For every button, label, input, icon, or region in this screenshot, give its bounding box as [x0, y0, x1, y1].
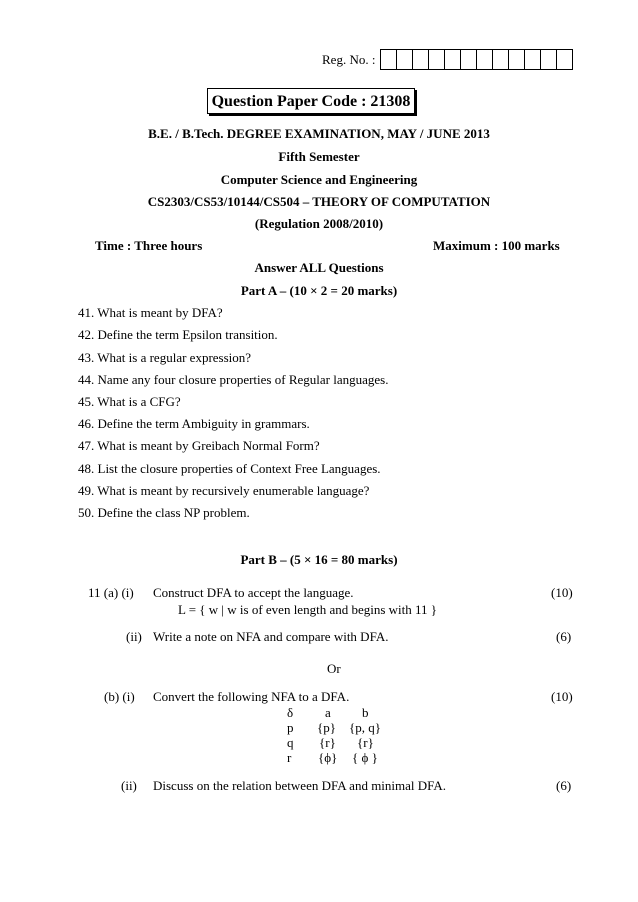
- table-header-delta: δ: [287, 705, 294, 720]
- reg-no-digit-box: [524, 49, 541, 70]
- table-row-p-b: {p, q}: [349, 720, 381, 735]
- reg-no-digit-box: [508, 49, 525, 70]
- table-row-q-a: {r}: [319, 735, 336, 750]
- table-row-r-state: r: [287, 750, 292, 765]
- table-header-b: b: [362, 705, 369, 720]
- or-separator: Or: [327, 661, 341, 676]
- table-row-r-a: {ϕ}: [318, 750, 338, 765]
- semester: Fifth Semester: [278, 149, 360, 164]
- question-43: 43. What is a regular expression?: [78, 350, 252, 365]
- question-44: 44. Name any four closure properties of Regular languages.: [78, 372, 389, 387]
- q11b-i-text: Convert the following NFA to a DFA.: [153, 689, 350, 704]
- reg-no-digit-box: [444, 49, 461, 70]
- q11a-ii-marks: (6): [556, 629, 572, 644]
- maximum-marks: Maximum : 100 marks: [433, 238, 560, 253]
- question-paper-code: Question Paper Code : 21308: [207, 88, 415, 114]
- table-header-a: a: [325, 705, 331, 720]
- reg-no-digit-box: [540, 49, 557, 70]
- reg-no-digit-box: [556, 49, 573, 70]
- question-48: 48. List the closure properties of Context Free Languages.: [78, 461, 381, 476]
- reg-no-digit-box: [476, 49, 493, 70]
- q11b-i-label: (b) (i): [104, 689, 135, 704]
- time-allowed: Time : Three hours: [95, 238, 203, 253]
- reg-no-digit-box: [380, 49, 397, 70]
- regulation: (Regulation 2008/2010): [254, 216, 384, 231]
- q11a-ii-label: (ii): [126, 629, 142, 644]
- q11b-ii-label: (ii): [121, 778, 137, 793]
- part-b-title: Part B – (5 × 16 = 80 marks): [240, 552, 398, 567]
- table-row-p-a: {p}: [317, 720, 336, 735]
- q11b-ii-text: Discuss on the relation between DFA and minimal DFA.: [153, 778, 447, 793]
- reg-no-digit-box: [428, 49, 445, 70]
- table-row-q-b: {r}: [357, 735, 374, 750]
- course-title: CS2303/CS53/10144/CS504 – THEORY OF COMPUTATION: [147, 194, 491, 209]
- reg-no-digit-box: [396, 49, 413, 70]
- question-42: 42. Define the term Epsilon transition.: [78, 327, 278, 342]
- q11a-i-marks: (10): [551, 585, 573, 600]
- exam-title: B.E. / B.Tech. DEGREE EXAMINATION, MAY / JUNE 2013: [148, 126, 490, 141]
- q11a-i-text: Construct DFA to accept the language.: [153, 585, 354, 600]
- q11a-ii-text: Write a note on NFA and compare with DFA.: [153, 629, 389, 644]
- question-50: 50. Define the class NP problem.: [78, 505, 250, 520]
- q11b-i-marks: (10): [551, 689, 573, 704]
- reg-no-label: Reg. No. :: [322, 52, 376, 67]
- reg-no-digit-box: [460, 49, 477, 70]
- part-a-title: Part A – (10 × 2 = 20 marks): [240, 283, 398, 298]
- table-row-r-b: { ϕ }: [352, 750, 378, 765]
- table-row-p-state: p: [287, 720, 294, 735]
- question-46: 46. Define the term Ambiguity in grammars.: [78, 416, 310, 431]
- reg-no-digit-box: [412, 49, 429, 70]
- question-49: 49. What is meant by recursively enumerable language?: [78, 483, 370, 498]
- reg-no-boxes: [381, 49, 573, 70]
- department: Computer Science and Engineering: [220, 172, 418, 187]
- question-47: 47. What is meant by Greibach Normal Form?: [78, 438, 320, 453]
- reg-no-digit-box: [492, 49, 509, 70]
- instruction: Answer ALL Questions: [254, 260, 384, 275]
- q11a-i-language: L = { w | w is of even length and begins with 11 }: [178, 602, 438, 617]
- question-41: 41. What is meant by DFA?: [78, 305, 223, 320]
- q11a-i-label: 11 (a) (i): [88, 585, 134, 600]
- question-45: 45. What is a CFG?: [78, 394, 181, 409]
- q11b-ii-marks: (6): [556, 778, 572, 793]
- table-row-q-state: q: [287, 735, 294, 750]
